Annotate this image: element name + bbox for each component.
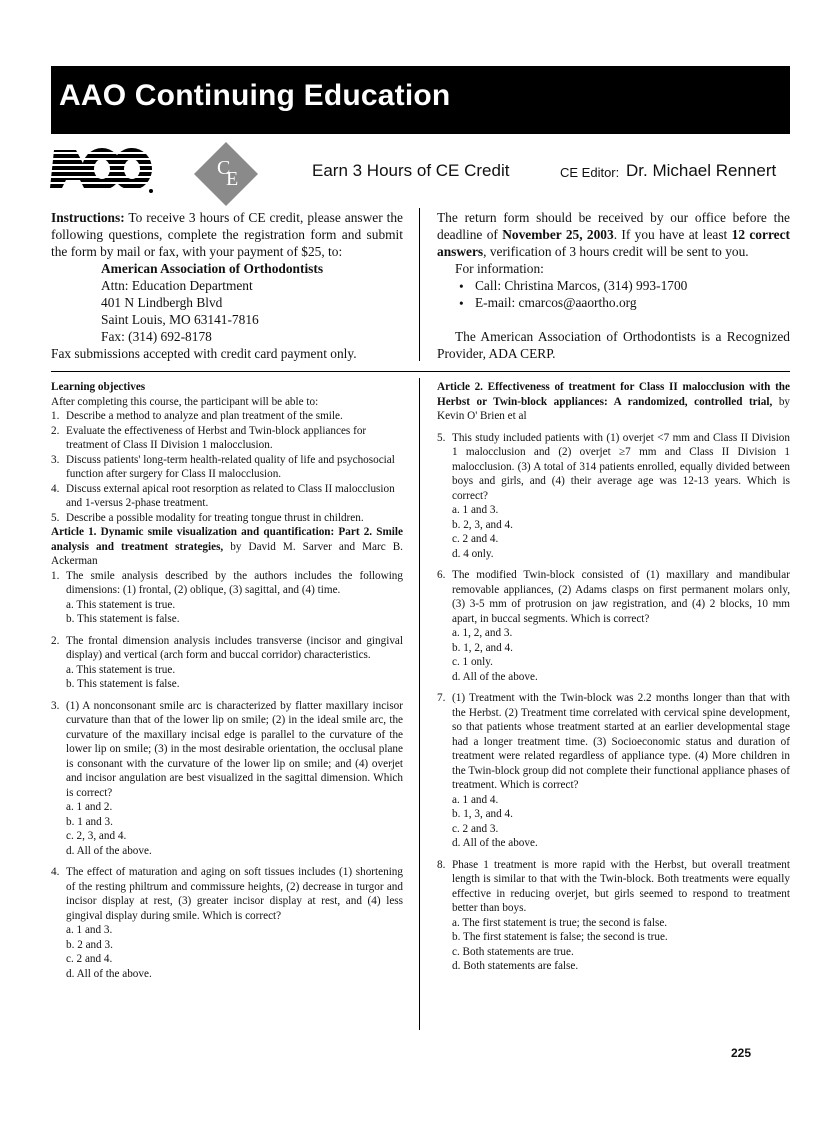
answer-option: d. All of the above. bbox=[452, 670, 538, 683]
fax-line: Fax: (314) 692-8178 bbox=[101, 329, 212, 344]
return-text-1: The return form should be received by our office before the deadline of bbox=[437, 210, 790, 242]
answer-option: b. 1, 3, and 4. bbox=[452, 808, 513, 820]
objective-item bbox=[51, 409, 403, 424]
fax-note: Fax submissions accepted with credit card payment only. bbox=[51, 346, 357, 361]
answer-option: c. 2 and 4. bbox=[66, 953, 113, 965]
answer-option: c. 2 and 3. bbox=[452, 822, 499, 835]
questions-left bbox=[51, 569, 403, 982]
question-block bbox=[437, 431, 790, 569]
section-divider bbox=[51, 371, 790, 372]
objective-item bbox=[51, 482, 403, 511]
question-block bbox=[437, 691, 790, 858]
provider-note: The American Association of Orthodontists is a Recognized Provider, ADA CERP. bbox=[437, 329, 790, 361]
earn-credit-heading: Earn 3 Hours of CE Credit bbox=[312, 161, 510, 180]
editor-label: CE Editor: bbox=[560, 165, 620, 180]
banner-title: AAO Continuing Education bbox=[59, 79, 451, 112]
answer-option: a. 1 and 4. bbox=[452, 793, 499, 806]
question-number: 2. bbox=[51, 634, 60, 647]
questions-right bbox=[437, 431, 790, 974]
city-line: Saint Louis, MO 63141-7816 bbox=[101, 312, 259, 327]
street-line: 401 N Lindbergh Blvd bbox=[101, 295, 223, 310]
article2-title: Article 2. Effectiveness of treatment for Class II malocclusion with the Herbst or Twin-block appliances: A randomized, controlled trial, bbox=[437, 381, 790, 408]
question-text: This study included patients with (1) overjet <7 mm and Class II Division 1 malocclusion and (2) overjet ≥7 mm and Class II Division 1 malocclusion. (3) A total of 314 patients enrolled, equally divided between boys and girls, and (4) their average age was 12-13 years. Which is correct? bbox=[452, 431, 790, 502]
objective-number: 2. bbox=[51, 424, 60, 437]
objective-text: Describe a possible modality for treating tongue thrust in children. bbox=[66, 511, 364, 524]
question-spacer bbox=[437, 851, 790, 858]
answer-option: b. This statement is false. bbox=[66, 613, 180, 625]
call-line: Call: Christina Marcos, (314) 993-1700 bbox=[475, 278, 688, 293]
org-name: American Association of Orthodontists bbox=[101, 261, 324, 276]
left-column bbox=[51, 380, 403, 981]
answer-option: b. This statement is false. bbox=[66, 678, 180, 690]
answer-option: b. 1, 2, and 4. bbox=[452, 641, 513, 654]
question-number: 5. bbox=[437, 431, 446, 444]
bullet-icon: • bbox=[459, 279, 464, 294]
instructions-block bbox=[51, 209, 403, 362]
objective-text: Describe a method to analyze and plan treatment of the smile. bbox=[66, 410, 343, 422]
question-text: The smile analysis described by the authors includes the following dimensions: (1) frontal, (2) oblique, (3) sagittal, and (4) time. bbox=[66, 569, 403, 596]
return-info-block bbox=[437, 209, 790, 362]
question-spacer bbox=[437, 561, 790, 568]
answer-option: a. This statement is true. bbox=[66, 663, 176, 676]
answer-option: c. 2 and 4. bbox=[452, 533, 499, 545]
objectives-list bbox=[51, 409, 403, 525]
objective-number: 1. bbox=[51, 410, 60, 422]
bottom-column-divider bbox=[419, 378, 420, 1030]
banner bbox=[51, 66, 790, 134]
question-block bbox=[51, 699, 403, 866]
answer-option: a. This statement is true. bbox=[66, 598, 176, 611]
question-stem bbox=[51, 634, 403, 663]
instructions-text: To receive 3 hours of CE credit, please answer the following questions, complete the registration form and submit the form by mail or fax, with your payment of $25, to: bbox=[51, 210, 403, 259]
question-stem bbox=[437, 858, 790, 916]
deadline: November 25, 2003 bbox=[502, 227, 614, 242]
email-line: E-mail: cmarcos@aaortho.org bbox=[475, 295, 637, 310]
top-column-divider bbox=[419, 208, 420, 361]
answer-option: c. 1 only. bbox=[452, 656, 493, 668]
question-number: 1. bbox=[51, 569, 60, 582]
question-text: The frontal dimension analysis includes transverse (incisor and gingival display) and vertical (arch form and buccal corridor) characteristics. bbox=[66, 634, 403, 661]
question-block bbox=[51, 634, 403, 699]
question-stem bbox=[51, 865, 403, 923]
article2-authors: by Kevin O' Brien et al bbox=[437, 395, 790, 422]
answer-option: d. All of the above. bbox=[452, 837, 538, 849]
answer-option: b. 2, 3, and 4. bbox=[452, 518, 513, 531]
question-text: The modified Twin-block consisted of (1) maxillary and mandibular removable appliances, (2) Adams clasps on first permanent molars only, (3) 3-5 mm of protrusion on jaw registration, and (4) 2 blocks, 10 mm apart, in buccal segments. Which is correct? bbox=[452, 569, 790, 625]
instructions-label: Instructions: bbox=[51, 210, 125, 225]
answer-option: c. 2, 3, and 4. bbox=[66, 830, 127, 842]
question-number: 8. bbox=[437, 858, 446, 871]
answer-option: a. The first statement is true; the second is false. bbox=[452, 916, 668, 929]
objective-item bbox=[51, 424, 403, 453]
article1-authors: by David M. Sarver and Marc B. Ackerman bbox=[51, 540, 403, 567]
question-block bbox=[51, 569, 403, 634]
aao-logo bbox=[50, 142, 156, 194]
question-stem bbox=[51, 569, 403, 598]
answer-option: d. 4 only. bbox=[452, 547, 494, 560]
question-block bbox=[51, 865, 403, 981]
answer-option: b. The first statement is false; the second is true. bbox=[452, 931, 668, 943]
objectives-intro: After completing this course, the participant will be able to: bbox=[51, 395, 319, 408]
return-text-3: , verification of 3 hours credit will be sent to you. bbox=[483, 244, 749, 259]
objective-number: 3. bbox=[51, 453, 60, 466]
svg-text:C: C bbox=[217, 157, 231, 179]
answer-option: b. 2 and 3. bbox=[66, 938, 113, 951]
question-number: 6. bbox=[437, 569, 446, 581]
question-text: (1) A nonconsonant smile arc is characterized by flatter maxillary incisor curvature than that of the lower lip on smile; (2) in the ideal smile arc, the curvature of the maxillary incisal edge is parallel to the curvature of the lower lip on smile; (3) in the most desirable orientation, the occlusal plane is consonant with the curvature of the lower lip on smile; and (4) overjet and incisor angulation are best visualized in the sagittal dimension. Which is correct? bbox=[66, 699, 403, 799]
question-text: The effect of maturation and aging on soft tissues includes (1) shortening of the resting philtrum and commissure heights, (2) decrease in turgor and incisor display at rest, (3) greater incisor display at rest, and (4) less gingival display during smile. Which is correct? bbox=[66, 866, 403, 922]
objective-number: 4. bbox=[51, 482, 60, 495]
return-text-2: . If you have at least bbox=[613, 227, 732, 242]
answer-option: d. All of the above. bbox=[66, 967, 152, 980]
answer-option: d. All of the above. bbox=[66, 844, 152, 857]
answer-option: a. 1 and 2. bbox=[66, 801, 113, 813]
question-stem bbox=[437, 431, 790, 504]
answer-option: a. 1, 2, and 3. bbox=[452, 627, 513, 639]
answer-option: a. 1 and 3. bbox=[452, 504, 499, 516]
objective-text: Evaluate the effectiveness of Herbst and Twin-block appliances for treatment of Class II Division 1 malocclusion. bbox=[66, 424, 367, 451]
ce-logo bbox=[193, 141, 259, 207]
objective-item bbox=[51, 511, 403, 526]
question-number: 4. bbox=[51, 866, 60, 878]
question-spacer bbox=[51, 692, 403, 699]
question-number: 3. bbox=[51, 699, 60, 712]
objective-item bbox=[51, 453, 403, 482]
objective-text: Discuss patients' long-term health-related quality of life and psychosocial function after surgery for Class II malocclusion. bbox=[66, 453, 395, 480]
for-info: For information: bbox=[455, 261, 544, 276]
answer-option: d. Both statements are false. bbox=[452, 960, 579, 972]
question-stem bbox=[51, 699, 403, 801]
svg-text:E: E bbox=[226, 168, 239, 190]
editor-name: Dr. Michael Rennert bbox=[626, 161, 777, 180]
right-column bbox=[437, 380, 790, 974]
question-stem bbox=[437, 568, 790, 626]
bullet-icon: • bbox=[459, 296, 464, 311]
question-block bbox=[437, 568, 790, 691]
question-spacer bbox=[51, 627, 403, 634]
question-text: (1) Treatment with the Twin-block was 2.2 months longer than that with the Herbst. (2) Treatment time correlated with cervical spine development, so that patients whose treatment started at an earlier developmental stage had a longer treatment time. (3) Socioeconomic status and duration of treatment were related regardless of appliance type. (4) More children in the Twin-block group did not complete their functional appliance phases of treatment. Which is correct? bbox=[452, 692, 790, 791]
question-block bbox=[437, 858, 790, 974]
question-number: 7. bbox=[437, 692, 446, 704]
question-stem bbox=[437, 691, 790, 793]
article1-title: Article 1. Dynamic smile visualization and quantification: Part 2. Smile analysis and treatment strategies, bbox=[51, 526, 403, 553]
answer-option: a. 1 and 3. bbox=[66, 924, 113, 936]
page-number: 225 bbox=[731, 1046, 752, 1060]
answer-option: c. Both statements are true. bbox=[452, 945, 574, 958]
question-spacer bbox=[437, 684, 790, 691]
correct-answers: 12 correct answers bbox=[437, 227, 790, 259]
question-text: Phase 1 treatment is more rapid with the Herbst, but overall treatment length is similar to that with the Twin-block. Both treatments were equally effective in reducing overjet, but girls seemed to respond to treatment better than boys. bbox=[452, 858, 790, 914]
attn-line: Attn: Education Department bbox=[101, 278, 253, 293]
objective-number: 5. bbox=[51, 511, 60, 524]
question-spacer bbox=[51, 858, 403, 865]
objectives-heading: Learning objectives bbox=[51, 381, 146, 393]
answer-option: b. 1 and 3. bbox=[66, 815, 113, 828]
objective-text: Discuss external apical root resorption as related to Class II malocclusion and 1-versus 2-phase treatment. bbox=[66, 482, 395, 509]
